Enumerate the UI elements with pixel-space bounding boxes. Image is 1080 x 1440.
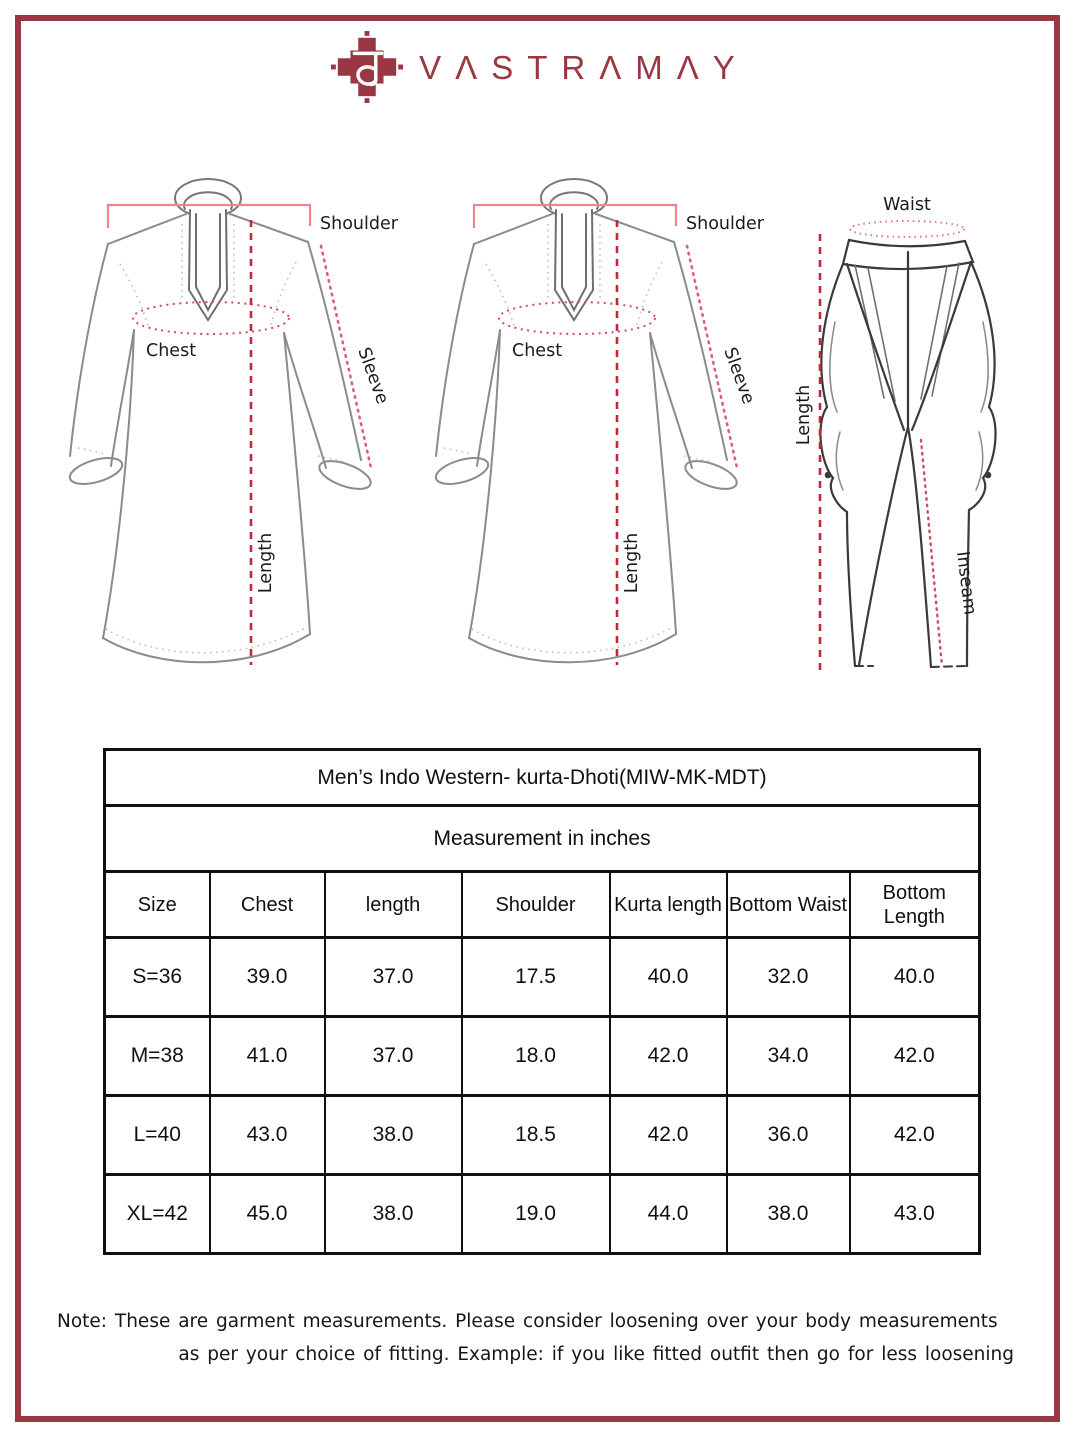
vastramay-logo-icon [331,31,403,103]
col-header-shoulder: Shoulder [462,872,610,938]
length-cell: 38.0 [325,1175,462,1254]
chest-cell: 43.0 [210,1096,325,1175]
bottom-waist-cell: 38.0 [727,1175,850,1254]
bottom-length-cell: 40.0 [850,938,980,1017]
kurta-chest-label: Chest [512,341,563,361]
bottom-length-cell: 42.0 [850,1017,980,1096]
table-row [105,1096,980,1175]
kurta-length-label: Length [622,532,642,594]
size-cell: S=36 [105,938,210,1017]
table-row [105,938,980,1017]
brand-logo [0,28,1080,106]
col-header-bottom-waist: Bottom Waist [727,872,850,938]
kurta-length-label: Length [256,532,276,594]
bottom-length-cell: 43.0 [850,1175,980,1254]
waist-measure-ellipse [850,221,964,237]
kurta-length-cell: 44.0 [610,1175,727,1254]
kurta-measurement-diagram-1 [58,168,418,733]
bottom-waist-cell: 36.0 [727,1096,850,1175]
bottom-length-cell: 42.0 [850,1096,980,1175]
kurta-length-cell: 42.0 [610,1017,727,1096]
table-title: Men’s Indo Western- kurta-Dhoti(MIW-MK-MDT) [105,750,980,806]
length-cell: 37.0 [325,1017,462,1096]
table-title-row [105,750,980,806]
kurta-sleeve-label: Sleeve [719,344,759,407]
bottom-waist-cell: 34.0 [727,1017,850,1096]
kurta-sleeve-label: Sleeve [353,344,393,407]
kurta-measurement-diagram-2 [424,168,784,733]
size-cell: L=40 [105,1096,210,1175]
kurta-length-cell: 42.0 [610,1096,727,1175]
kurta-shoulder-label: Shoulder [686,214,764,234]
brand-wordmark: VΛSTRΛMΛY [419,49,749,86]
size-cell: M=38 [105,1017,210,1096]
shoulder-cell: 19.0 [462,1175,610,1254]
kurta-chest-label: Chest [146,341,197,361]
measurement-note [57,1310,1014,1366]
dhoti-waist-label: Waist [883,195,931,215]
length-cell: 37.0 [325,938,462,1017]
table-row [105,1175,980,1254]
col-header-kurta-length: Kurta length [610,872,727,938]
chest-cell: 41.0 [210,1017,325,1096]
chest-cell: 39.0 [210,938,325,1017]
col-header-size: Size [105,872,210,938]
table-header-row [105,872,980,938]
col-header-length: length [325,872,462,938]
shoulder-cell: 18.5 [462,1096,610,1175]
col-header-bottom-length: Bottom Length [850,872,980,938]
size-cell: XL=42 [105,1175,210,1254]
chest-cell: 45.0 [210,1175,325,1254]
kurta-length-cell: 40.0 [610,938,727,1017]
kurta-outline [67,179,374,662]
table-row [105,1017,980,1096]
note-line-1: Note: These are garment measurements. Please consider loosening over your body measurements [57,1311,998,1332]
length-cell: 38.0 [325,1096,462,1175]
dhoti-measurement-diagram [785,172,1065,732]
size-chart-table [103,748,981,1255]
dhoti-length-label: Length [794,384,814,446]
bottom-waist-cell: 32.0 [727,938,850,1017]
shoulder-cell: 18.0 [462,1017,610,1096]
note-line-2: as per your choice of fitting. Example: if you like fitted outfit then go for less loosening [178,1344,1014,1365]
inseam-measure-line [921,440,942,666]
table-subtitle-row [105,806,980,872]
col-header-chest: Chest [210,872,325,938]
table-subtitle: Measurement in inches [105,806,980,872]
shoulder-cell: 17.5 [462,938,610,1017]
dhoti-inseam-label: Inseam [952,550,980,617]
kurta-outline [433,179,740,662]
kurta-shoulder-label: Shoulder [320,214,398,234]
